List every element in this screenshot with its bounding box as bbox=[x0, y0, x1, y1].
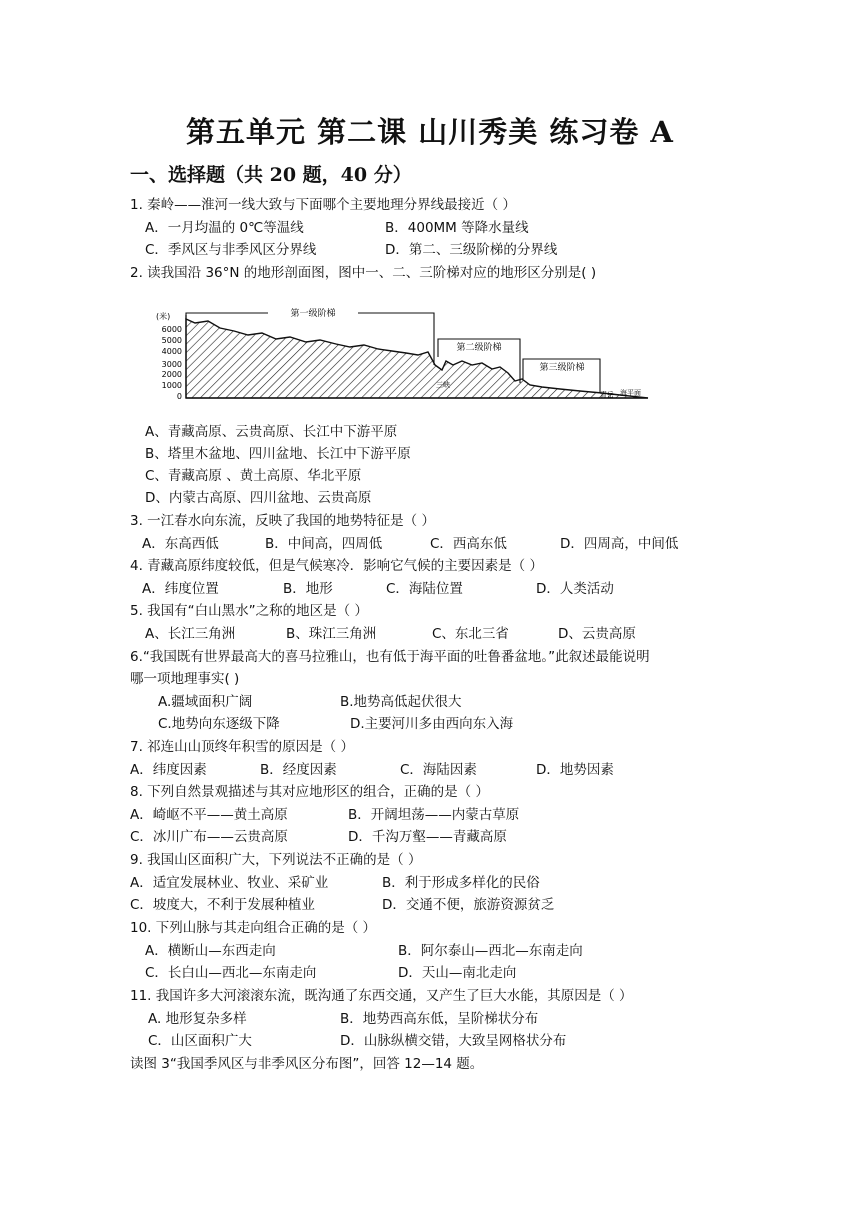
y-tick: 4000 bbox=[161, 347, 182, 356]
q3-option-a: A．东高西低 bbox=[142, 536, 219, 552]
q8-option-d: D．千沟万壑——青藏高原 bbox=[348, 829, 507, 845]
step1-label: 第一级阶梯 bbox=[290, 309, 336, 319]
q10-option-b: B．阿尔泰山—西北—东南走向 bbox=[398, 943, 583, 959]
q1-option-a: A．一月均温的 0℃等温线 bbox=[145, 220, 304, 236]
step2-label: 第二级阶梯 bbox=[456, 343, 502, 353]
q4-option-a: A．纬度位置 bbox=[142, 581, 219, 597]
q6-option-a: A.疆域面积广阔 bbox=[158, 694, 253, 710]
q6-stem-line1: 6.“我国既有世界最高大的喜马拉雅山，也有低于海平面的吐鲁番盆地。”此叙述最能说明 bbox=[130, 649, 650, 665]
y-unit-label: (米) bbox=[156, 312, 171, 321]
y-tick: 1000 bbox=[161, 381, 182, 390]
q11-option-b: B．地势西高东低，呈阶梯状分布 bbox=[340, 1011, 539, 1027]
q4-option-b: B．地形 bbox=[283, 581, 333, 597]
page-title: 第五单元 第二课 山川秀美 练习卷 A bbox=[186, 115, 674, 149]
q3-stem: 3. 一江春水向东流，反映了我国的地势特征是（ ） bbox=[130, 513, 435, 529]
q8-option-a: A．崎岖不平——黄土高原 bbox=[130, 807, 288, 823]
q5-option-c: C、东北三省 bbox=[432, 626, 509, 642]
sea-level-label: 海平面 bbox=[620, 389, 641, 397]
y-tick: 3000 bbox=[161, 360, 182, 369]
q5-option-b: B、珠江三角洲 bbox=[286, 626, 377, 642]
q6-option-d: D.主要河川多由西向东入海 bbox=[350, 716, 514, 732]
q2-option-d: D、内蒙古高原、四川盆地、云贵高原 bbox=[145, 490, 372, 506]
q1-option-d: D．第二、三级阶梯的分界线 bbox=[385, 242, 558, 258]
q7-option-a: A．纬度因素 bbox=[130, 762, 207, 778]
q1-option-c: C．季风区与非季风区分界线 bbox=[145, 242, 317, 258]
gorge-label: 三峡 bbox=[436, 381, 450, 389]
q8-option-b: B．开阔坦荡——内蒙古草原 bbox=[348, 807, 520, 823]
y-tick: 2000 bbox=[161, 370, 182, 379]
q6-option-c: C.地势向东逐级下降 bbox=[158, 716, 280, 732]
q7-option-b: B．经度因素 bbox=[260, 762, 337, 778]
q9-option-a: A．适宜发展林业、牧业、采矿业 bbox=[130, 875, 329, 891]
q4-stem: 4. 青藏高原纬度较低，但是气候寒冷．影响它气候的主要因素是（ ） bbox=[130, 558, 543, 574]
q9-stem: 9. 我国山区面积广大，下列说法不正确的是（ ） bbox=[130, 852, 422, 868]
q7-option-d: D．地势因素 bbox=[536, 762, 614, 778]
q5-stem: 5. 我国有“白山黑水”之称的地区是（ ） bbox=[130, 603, 368, 619]
q3-option-c: C．西高东低 bbox=[430, 536, 507, 552]
q7-option-c: C．海陆因素 bbox=[400, 762, 477, 778]
q10-option-c: C．长白山—西北—东南走向 bbox=[145, 965, 317, 981]
q8-stem: 8. 下列自然景观描述与其对应地形区的组合，正确的是（ ） bbox=[130, 784, 489, 800]
q2-option-c: C、青藏高原 、黄土高原、华北平原 bbox=[145, 468, 362, 484]
q8-option-c: C．冰川广布——云贵高原 bbox=[130, 829, 288, 845]
y-tick: 0 bbox=[176, 392, 182, 401]
q5-option-a: A、长江三角洲 bbox=[145, 626, 236, 642]
q9-option-b: B．利于形成多样化的民俗 bbox=[382, 875, 540, 891]
q11-option-a: A. 地形复杂多样 bbox=[148, 1011, 247, 1027]
q2-option-a: A、青藏高原、云贵高原、长江中下游平原 bbox=[145, 424, 398, 440]
q6-option-b: B.地势高低起伏很大 bbox=[340, 694, 462, 710]
q6-stem-line2: 哪一项地理事实( ) bbox=[130, 671, 240, 687]
q5-option-d: D、云贵高原 bbox=[558, 626, 636, 642]
section-heading: 一、选择题（共 20 题，40 分） bbox=[130, 164, 412, 186]
q4-option-d: D．人类活动 bbox=[536, 581, 614, 597]
q1-option-b: B．400MM 等降水量线 bbox=[385, 220, 529, 236]
q3-option-b: B．中间高，四周低 bbox=[265, 536, 383, 552]
y-axis-ticks bbox=[162, 325, 182, 401]
reading-instruction: 读图 3“我国季风区与非季风区分布图”，回答 12—14 题。 bbox=[130, 1056, 484, 1072]
q3-option-d: D．四周高，中间低 bbox=[560, 536, 679, 552]
q2-stem: 2. 读我国沿 36°N 的地形剖面图，图中一、二、三阶梯对应的地形区分别是( ) bbox=[130, 265, 597, 281]
q11-option-c: C．山区面积广大 bbox=[148, 1033, 252, 1049]
q10-option-d: D．天山—南北走向 bbox=[398, 965, 517, 981]
q10-stem: 10. 下列山脉与其走向组合正确的是（ ） bbox=[130, 920, 377, 936]
q9-option-c: C．坡度大，不利于发展种植业 bbox=[130, 897, 315, 913]
terrain-profile-figure bbox=[150, 295, 660, 410]
y-tick: 5000 bbox=[161, 336, 182, 345]
q2-option-b: B、塔里木盆地、四川盆地、长江中下游平原 bbox=[145, 446, 411, 462]
q7-stem: 7. 祁连山山顶终年积雪的原因是（ ） bbox=[130, 739, 354, 755]
q1-stem: 1. 秦岭——淮河一线大致与下面哪个主要地理分界线最接近（ ） bbox=[130, 197, 516, 213]
step3-label: 第三级阶梯 bbox=[539, 363, 585, 373]
q11-stem: 11. 我国许多大河滚滚东流，既沟通了东西交通，又产生了巨大水能，其原因是（ ） bbox=[130, 988, 633, 1004]
q10-option-a: A．横断山—东西走向 bbox=[145, 943, 276, 959]
q9-option-d: D．交通不便，旅游资源贫乏 bbox=[382, 897, 555, 913]
q11-option-d: D．山脉纵横交错，大致呈网格状分布 bbox=[340, 1033, 567, 1049]
mountain-label: 青岳 bbox=[600, 391, 614, 399]
y-tick: 6000 bbox=[161, 325, 182, 334]
q4-option-c: C．海陆位置 bbox=[386, 581, 463, 597]
